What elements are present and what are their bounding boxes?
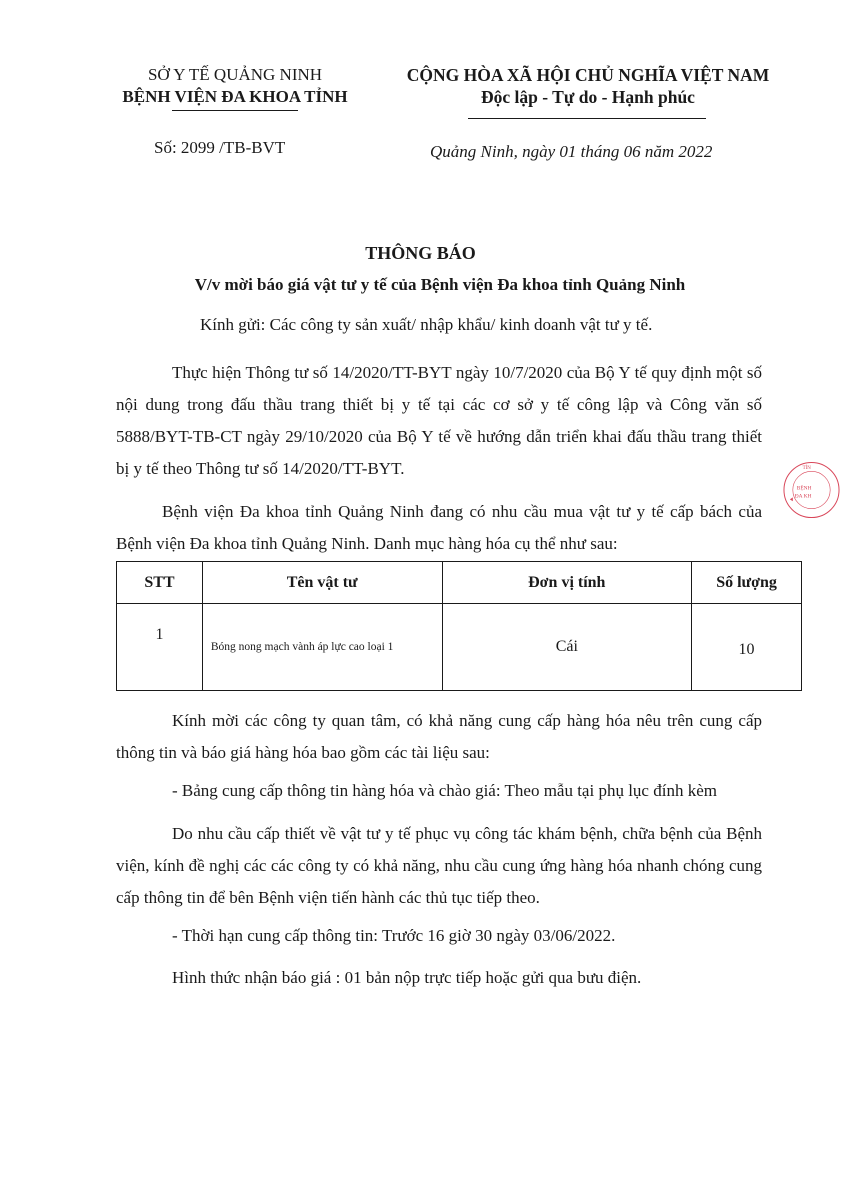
national-header — [388, 64, 788, 108]
paragraph-request: Do nhu cầu cấp thiết về vật tư y tế phục vụ công tác khám bệnh, chữa bệnh của Bệnh viện, kính đề nghị các các công ty có khả năng, nhu cầu cung ứng hàng hóa nhanh chóng cung cấp thông tin để bên Bệnh viện tiến hành các thủ tục tiếp theo. — [116, 824, 762, 907]
stamp-text-top: TỈN — [802, 465, 811, 471]
hospital-underline — [172, 110, 298, 111]
paragraph-legal-basis: Thực hiện Thông tư số 14/2020/TT-BYT ngày 10/7/2020 của Bộ Y tế quy định một số nội dung trong đấu thầu trang thiết bị y tế tại các cơ sở y tế công lập và Công văn số 5888/BYT-TB-CT ngày 29/10/2020 của Bộ Y tế về hướng dẫn triển khai đấu thầu trang thiết bị y tế theo Thông tư số 14/2020/TT-BYT. — [116, 363, 762, 478]
goods-table — [116, 561, 802, 691]
paragraph-submission-method: Hình thức nhận báo giá : 01 bản nộp trực tiếp hoặc gửi qua bưu điện. — [172, 968, 642, 987]
table-header-row — [117, 562, 802, 604]
cell-stt: 1 — [117, 604, 203, 691]
hospital-name: BỆNH VIỆN ĐA KHOA TỈNH — [122, 87, 348, 106]
agency-header — [90, 64, 380, 108]
document-subtitle: V/v mời báo giá vật tư y tế của Bệnh viện Đa khoa tỉnh Quảng Ninh — [194, 275, 686, 294]
stamp-text-mid1: BỆNH — [796, 485, 812, 492]
cell-quantity: 10 — [692, 604, 802, 691]
header-unit: Đơn vị tính — [442, 562, 692, 604]
stamp-outer-ring — [784, 462, 839, 517]
document-title: THÔNG BÁO — [365, 243, 476, 263]
stamp-star — [790, 497, 793, 501]
paragraph-need: Bệnh viện Đa khoa tỉnh Quảng Ninh đang có nhu cầu mua vật tư y tế cấp bách của Bệnh viện Đa khoa tỉnh Quảng Ninh. Danh mục hàng hóa cụ thể như sau: — [116, 502, 762, 553]
department-name: SỞ Y TẾ QUẢNG NINH — [147, 65, 323, 84]
document-number: Số: 2099 /TB-BVT — [154, 138, 286, 157]
table-row — [117, 604, 802, 691]
stamp-text-mid2: ĐA KH — [794, 493, 812, 500]
cell-unit: Cái — [442, 604, 692, 691]
cell-item-name: Bóng nong mạch vành áp lực cao loại 1 — [202, 604, 442, 691]
motto-underline — [468, 118, 706, 119]
motto: Độc lập - Tự do - Hạnh phúc — [481, 87, 695, 107]
paragraph-deadline: - Thời hạn cung cấp thông tin: Trước 16 giờ 30 ngày 03/06/2022. — [172, 926, 616, 945]
recipient-line: Kính gửi: Các công ty sản xuất/ nhập khẩu/ kinh doanh vật tư y tế. — [200, 315, 653, 334]
header-stt: STT — [117, 562, 203, 604]
country-name: CỘNG HÒA XÃ HỘI CHỦ NGHĨA VIỆT NAM — [406, 65, 770, 85]
place-date: Quảng Ninh, ngày 01 tháng 06 năm 2022 — [430, 142, 713, 161]
header-item-name: Tên vật tư — [202, 562, 442, 604]
header-quantity: Số lượng — [692, 562, 802, 604]
official-stamp — [782, 425, 841, 555]
paragraph-invitation: Kính mời các công ty quan tâm, có khả năng cung cấp hàng hóa nêu trên cung cấp thông tin và báo giá hàng hóa bao gồm các tài liệu sau: — [116, 711, 762, 762]
paragraph-document-list: - Bảng cung cấp thông tin hàng hóa và chào giá: Theo mẫu tại phụ lục đính kèm — [172, 781, 717, 800]
